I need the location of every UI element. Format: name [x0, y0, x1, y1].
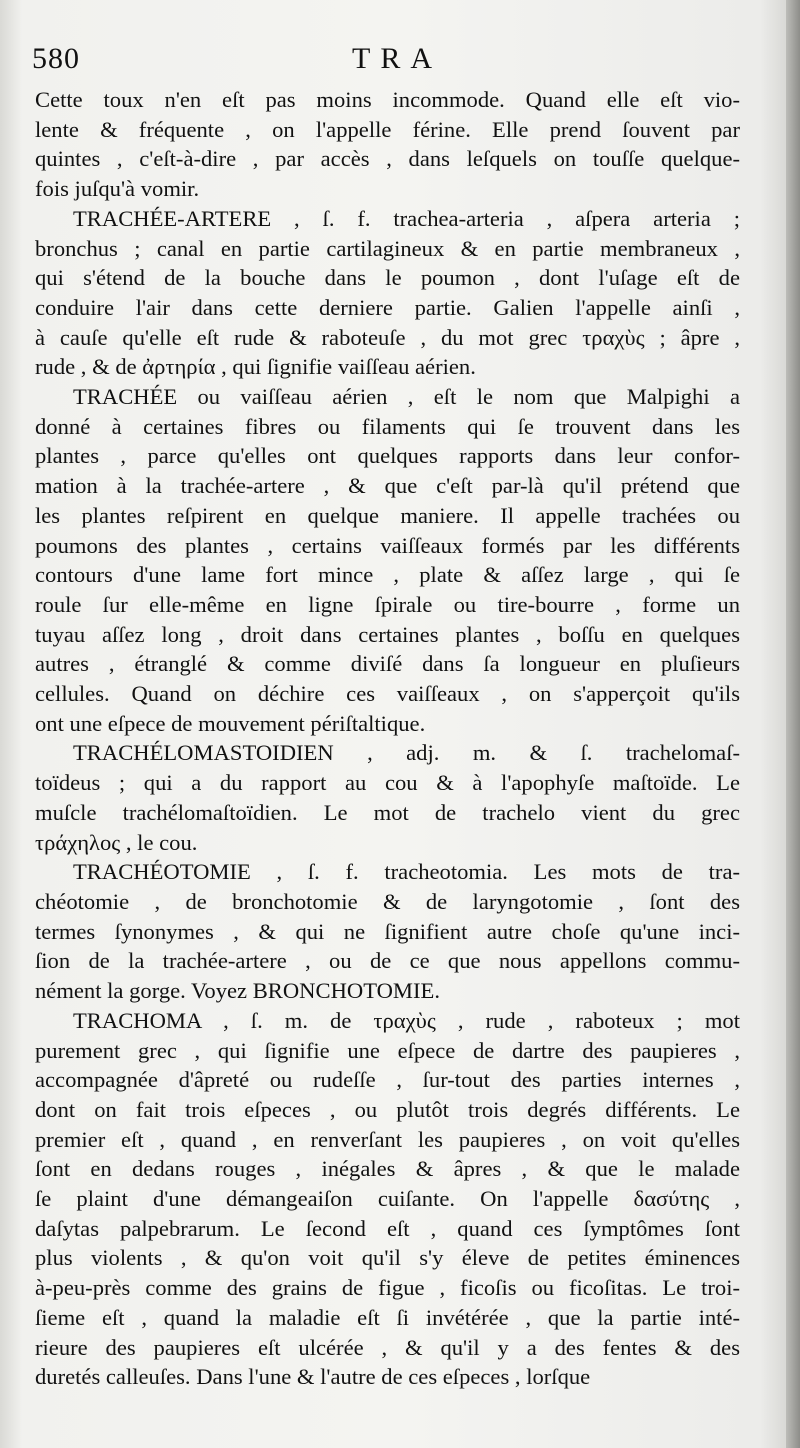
text-line: Cette toux n'en eſt pas moins incommode. Quand elle eſt vio- [35, 87, 740, 112]
text-line: mation à la trachée-artere , & que c'eſt par-là qu'il prétend que [35, 473, 740, 499]
text-line: donné à certaines fibres ou filaments qui ſe trouvent dans les [35, 413, 740, 439]
text-line: τράχηλος , le cou. [35, 829, 198, 855]
text-line: purement grec , qui ſignifie une eſpece de dartre des paupieres , [35, 1037, 740, 1063]
entry-heading-line: TRACHÉOTOMIE , ſ. f. tracheotomia. Les mots de tra- [73, 859, 740, 885]
text-line: à cauſe qu'elle eſt rude & raboteuſe , du mot grec τραχὺς ; âpre , [35, 324, 740, 350]
text-line: ſont en dedans rouges , inégales & âpres , & que le malade [35, 1156, 740, 1182]
text-line: contours d'une lame fort mince , plate & aſſez large , qui ſe [35, 562, 740, 588]
text-line: rude , & de ἀρτηρία , qui ſignifie vaiſſeau aérien. [35, 354, 476, 380]
text-line: poumons des plantes , certains vaiſſeaux formés par les différents [35, 532, 740, 558]
text-line: quintes , c'eſt-à-dire , par accès , dans leſquels on touſſe quelque- [35, 146, 740, 172]
text-line: accompagnée d'âpreté ou rudeſſe , ſur-tout des parties internes , [35, 1067, 740, 1093]
text-line: lente & fréquente , on l'appelle férine. Elle prend ſouvent par [35, 116, 740, 142]
text-line: rieure des paupieres eſt ulcérée , & qu'il y a des fentes & des [35, 1334, 740, 1360]
text-line: premier eſt , quand , en renverſant les paupieres , on voit qu'elles [35, 1126, 740, 1152]
text-line: plantes , parce qu'elles ont quelques rapports dans leur confor- [35, 443, 740, 469]
text-line: plus violents , & qu'on voit qu'il s'y éleve de petites éminences [35, 1245, 740, 1271]
text-line: daſytas palpebrarum. Le ſecond eſt , quand ces ſymptômes ſont [35, 1215, 740, 1241]
text-line: termes ſynonymes , & qui ne ſignifient autre choſe qu'une inci- [35, 918, 740, 944]
text-line: cellules. Quand on déchire ces vaiſſeaux , on s'apperçoit qu'ils [35, 681, 740, 707]
entry-heading-line: TRACHÉE ou vaiſſeau aérien , eſt le nom que Malpighi a [73, 384, 740, 410]
running-head: TRA [352, 42, 442, 75]
text-line: fois juſqu'à vomir. [35, 176, 200, 202]
text-line: ſion de la trachée-artere , ou de ce que nous appellons commu- [35, 948, 740, 974]
entry-heading-line: TRACHOMA , ſ. m. de τραχὺς , rude , raboteux ; mot [73, 1007, 740, 1033]
text-line: roule ſur elle-même en ligne ſpirale ou tire-bourre , forme un [35, 591, 740, 617]
text-line: à-peu-près comme des grains de figue , ficoſis ou ficoſitas. Le troi- [35, 1275, 740, 1301]
text-line: ſe plaint d'une démangeaiſon cuiſante. On l'appelle δασύτης , [35, 1186, 740, 1212]
text-line: qui s'étend de la bouche dans le poumon , dont l'uſage eſt de [35, 265, 740, 291]
page-edge-shadow [786, 0, 800, 1448]
page-number: 580 [32, 42, 80, 75]
page-header [32, 42, 752, 82]
text-line: duretés calleuſes. Dans l'une & l'autre de ces eſpeces , lorſque [35, 1364, 591, 1390]
entry-heading-line: TRACHÉE-ARTERE , ſ. f. trachea-arteria , aſpera arteria ; [73, 205, 740, 231]
text-line: chéotomie , de bronchotomie & de laryngotomie , ſont des [35, 888, 740, 914]
body-text [35, 85, 740, 1392]
text-line: dont on fait trois eſpeces , ou plutôt trois degrés différents. Le [35, 1096, 740, 1122]
text-line: autres , étranglé & comme diviſé dans ſa longueur en pluſieurs [35, 651, 740, 677]
text-line: ont une eſpece de mouvement périſtaltique. [35, 710, 426, 736]
entry-heading-line: TRACHÉLOMASTOIDIEN , adj. m. & ſ. trachelomaſ- [73, 740, 740, 766]
text-line: ſieme eſt , quand la maladie eſt ſi invétérée , que la partie inté- [35, 1304, 740, 1330]
text-line: conduire l'air dans cette derniere partie. Galien l'appelle ainſi , [35, 294, 740, 320]
text-line: bronchus ; canal en partie cartilagineux & en partie membraneux , [35, 235, 740, 261]
text-line: tuyau aſſez long , droit dans certaines plantes , boſſu en quelques [35, 621, 740, 647]
text-line: toïdeus ; qui a du rapport au cou & à l'apophyſe maſtoïde. Le [35, 770, 740, 796]
text-line: muſcle trachélomaſtoïdien. Le mot de trachelo vient du grec [35, 799, 740, 825]
text-line: les plantes reſpirent en quelque maniere. Il appelle trachées ou [35, 502, 740, 528]
text-line: nément la gorge. Voyez BRONCHOTOMIE. [35, 978, 440, 1004]
